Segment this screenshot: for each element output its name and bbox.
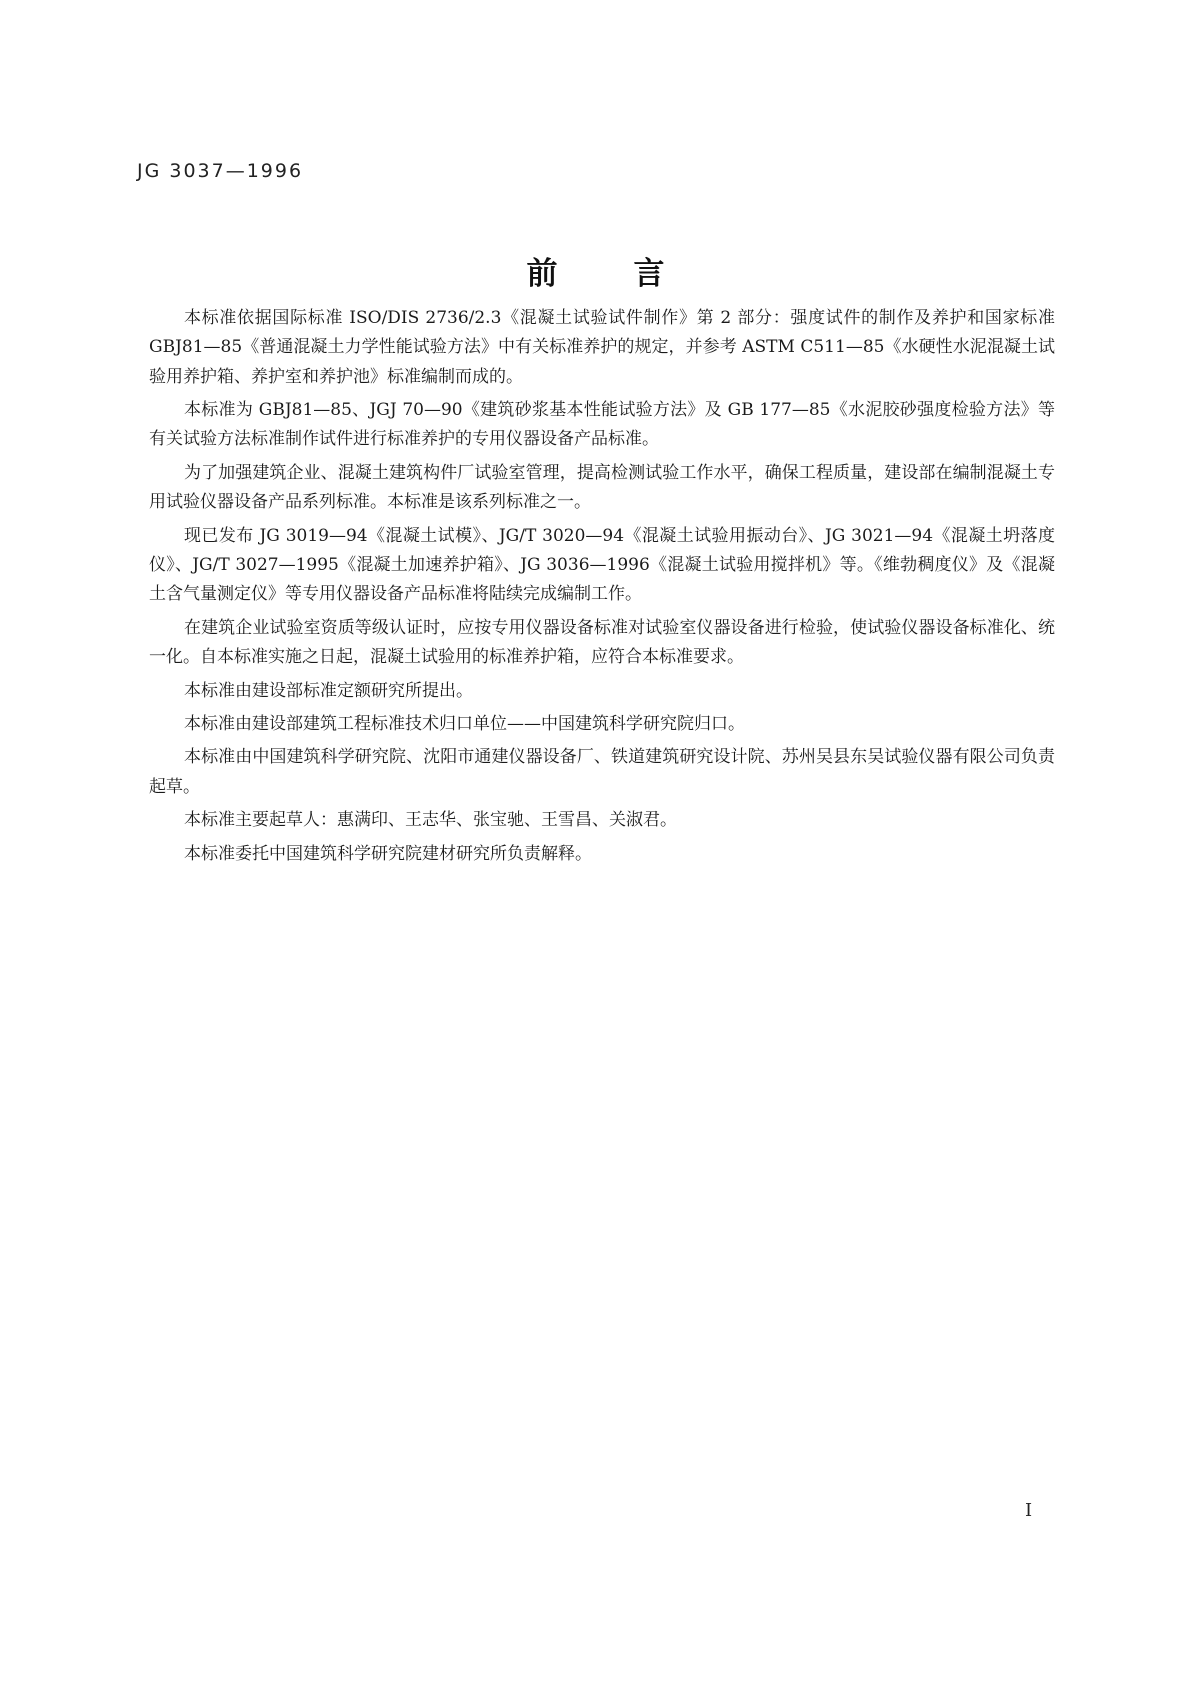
- paragraph: 在建筑企业试验室资质等级认证时，应按专用仪器设备标准对试验室仪器设备进行检验，使试验仪器设备标准化、统一化。自本标准实施之日起，混凝土试验用的标准养护箱，应符合本标准要求。: [149, 617, 1055, 668]
- body-text: [149, 304, 1055, 873]
- page-title: 前言: [526, 256, 741, 292]
- paragraph: 本标准由建设部标准定额研究所提出。: [184, 680, 473, 701]
- paragraph: 现已发布 JG 3019—94《混凝土试模》、JG/T 3020—94《混凝土试验用振动台》、JG 3021—94《混凝土坍落度仪》、JG/T 3027—1995《混凝土加速养护箱》、JG 3036—1996《混凝土试验用搅拌机》等。《维勃稠度仪》及《混凝土含气量测定仪》等专用仪器设备产品标准将陆续完成编制工作。: [149, 525, 1055, 605]
- document-code: JG 3037—1996: [137, 160, 304, 182]
- paragraph: 本标准为 GBJ81—85、JGJ 70—90《建筑砂浆基本性能试验方法》及 GB 177—85《水泥胶砂强度检验方法》等有关试验方法标准制作试件进行标准养护的专用仪器设备产品标准。: [149, 400, 1055, 450]
- paragraph: 本标准由建设部建筑工程标准技术归口单位——中国建筑科学研究院归口。: [184, 713, 745, 734]
- page-number: I: [1025, 1500, 1033, 1521]
- paragraph: 本标准委托中国建筑科学研究院建材研究所负责解释。: [184, 843, 592, 864]
- paragraph: 本标准依据国际标准 ISO/DIS 2736/2.3《混凝土试验试件制作》第 2 部分：强度试件的制作及养护和国家标准 GBJ81—85《普通混凝土力学性能试验方法》中有关标准养护的规定，并参考 ASTM C511—85《水硬性水泥混凝土试验用养护箱、养护室和养护池》标准编制而成的。: [149, 308, 1055, 387]
- paragraph: 为了加强建筑企业、混凝土建筑构件厂试验室管理，提高检测试验工作水平，确保工程质量，建设部在编制混凝土专用试验仪器设备产品系列标准。本标准是该系列标准之一。: [149, 462, 1055, 513]
- paragraph: 本标准由中国建筑科学研究院、沈阳市通建仪器设备厂、铁道建筑研究设计院、苏州吴县东吴试验仪器有限公司负责起草。: [149, 747, 1055, 797]
- paragraph: 本标准主要起草人：惠满印、王志华、张宝驰、王雪昌、关淑君。: [184, 810, 677, 831]
